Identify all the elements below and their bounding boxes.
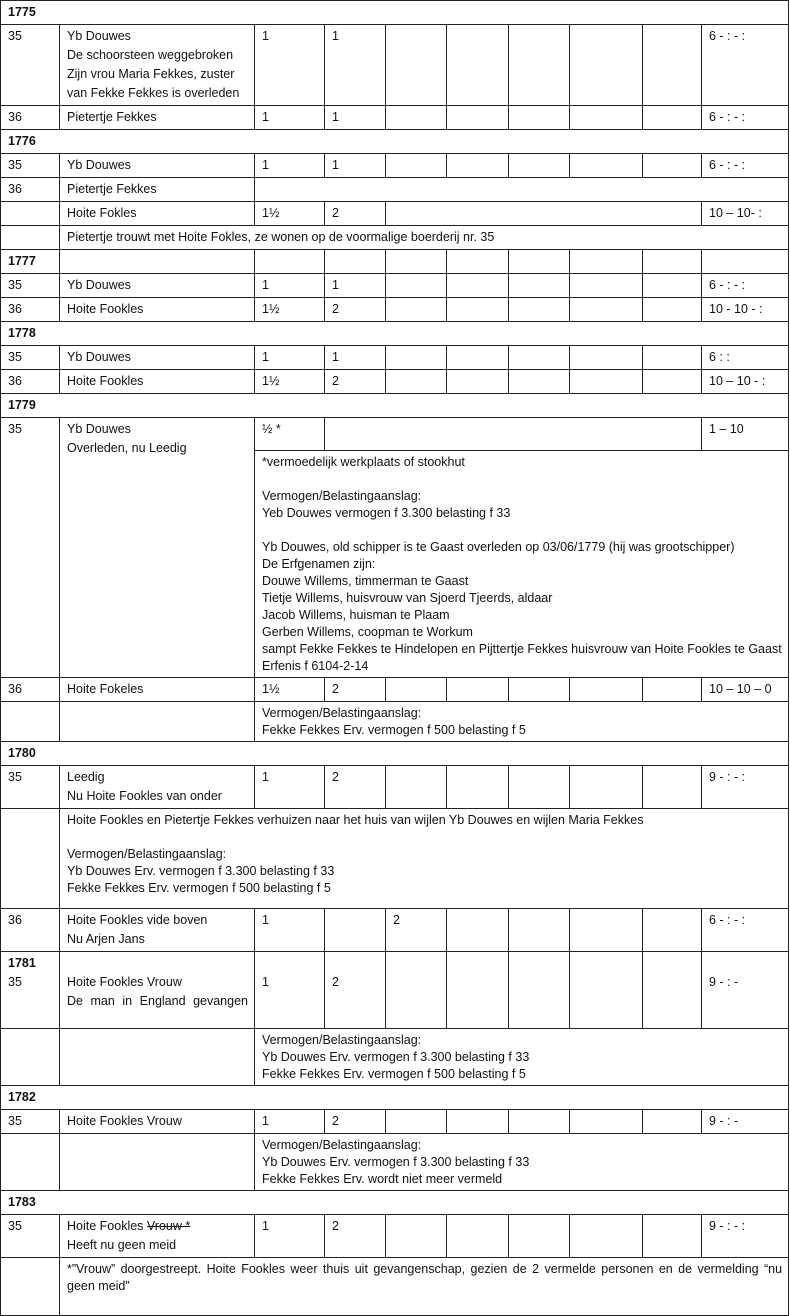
occupant: Hoite Fookles Vrouw * Heeft nu geen meid <box>60 1215 255 1258</box>
col-2: 2 <box>325 1110 386 1134</box>
amount: 9 - : - <box>702 1110 789 1134</box>
note-row <box>1 226 789 250</box>
note-row <box>1 1258 789 1316</box>
year-row <box>1 394 789 418</box>
house-number: 35 <box>1 418 60 678</box>
col-1: 1 <box>255 346 325 370</box>
occupant: Yb Douwes De schoorsteen weggebroken Zijn vrou Maria Fekkes, zuster van Fekke Fekkes is overleden <box>60 25 255 106</box>
occupant: Hoite Fokles <box>60 202 255 226</box>
house-number: 36 <box>1 909 60 952</box>
table-row <box>1 274 789 298</box>
occupant: Hoite Fookles vide boven Nu Arjen Jans <box>60 909 255 952</box>
amount: 9 - : - <box>702 952 789 1029</box>
year-1782: 1782 <box>1 1086 789 1110</box>
col-1: 1½ <box>255 678 325 702</box>
occupant: Hoite Fookles Vrouw De man in England gevangen <box>60 952 255 1029</box>
col-1: 1 <box>255 106 325 130</box>
amount: 6 - : - : <box>702 909 789 952</box>
amount: 6 - : - : <box>702 25 789 106</box>
amount: 6 - : - : <box>702 274 789 298</box>
col-2: 2 <box>325 370 386 394</box>
col-2: 1 <box>325 106 386 130</box>
year-1778: 1778 <box>1 322 789 346</box>
col-1: 1 <box>255 154 325 178</box>
table-row <box>1 909 789 952</box>
year-row <box>1 1 789 25</box>
table-row <box>1 178 789 202</box>
col-1: 1 <box>255 766 325 809</box>
year-1775: 1775 <box>1 1 789 25</box>
house-number: 1781 35 <box>1 952 60 1029</box>
occupant: Yb Douwes <box>60 274 255 298</box>
col-1: 1 <box>255 952 325 1029</box>
col-3: 2 <box>386 909 447 952</box>
note: Vermogen/Belastingaanslag: Yb Douwes Erv. vermogen f 3.300 belasting f 33 Fekke Fekkes Erv. wordt niet meer vermeld <box>255 1134 789 1191</box>
year-row <box>1 1086 789 1110</box>
house-number: 35 <box>1 154 60 178</box>
house-number: 35 <box>1 25 60 106</box>
year-row <box>1 1191 789 1215</box>
house-number: 35 <box>1 1110 60 1134</box>
col-1: 1 <box>255 909 325 952</box>
year-1776: 1776 <box>1 130 789 154</box>
amount: 10 – 10 – 0 <box>702 678 789 702</box>
occupant: Pietertje Fekkes <box>60 106 255 130</box>
col-1: 1½ <box>255 298 325 322</box>
note-row <box>1 809 789 909</box>
amount: 10 – 10 - : <box>702 370 789 394</box>
note: Pietertje trouwt met Hoite Fokles, ze wonen op de voormalige boerderij nr. 35 <box>60 226 789 250</box>
amount: 6 - : - : <box>702 106 789 130</box>
house-number: 36 <box>1 678 60 702</box>
table-row <box>1 678 789 702</box>
amount: 6 - : - : <box>702 154 789 178</box>
col-2: 2 <box>325 1215 386 1258</box>
occupant: Yb Douwes <box>60 154 255 178</box>
year-row <box>1 322 789 346</box>
col-1: ½ * <box>255 418 325 451</box>
col-1: 1 <box>255 274 325 298</box>
col-2: 2 <box>325 298 386 322</box>
note: Vermogen/Belastingaanslag: Fekke Fekkes Erv. vermogen f 500 belasting f 5 <box>255 702 789 742</box>
occupant: Hoite Fookles Vrouw <box>60 1110 255 1134</box>
year-1779: 1779 <box>1 394 789 418</box>
col-1: 1½ <box>255 370 325 394</box>
struck-word: Vrouw * <box>146 1219 191 1233</box>
col-2: 1 <box>325 25 386 106</box>
note: *vermoedelijk werkplaats of stookhut Vermogen/Belastingaanslag: Yeb Douwes vermogen f 3.300 belasting f 33 Yb Douwes, old schipper is te Gaast overleden op 03/06/1779 (hij was grootschipper) De Erfgenamen zijn: Douwe Willems, timmerman te Gaast Tietje Willems, huisvrouw van Sjoerd Tjeerds, aldaar Jacob Willems, huisman te Plaam Gerben Willems, coopman te Workum sampt Fekke Fekkes te Hindelopen en Pijttertje Fekkes huisvrouw van Hoite Fookles te Gaast Erfenis f 6104-2-14 <box>255 451 789 678</box>
occupant: Hoite Fokeles <box>60 678 255 702</box>
table-row <box>1 25 789 106</box>
col-2: 1 <box>325 274 386 298</box>
house-number: 35 <box>1 766 60 809</box>
table-row <box>1 952 789 1029</box>
table-row <box>1 1215 789 1258</box>
col-2: 2 <box>325 678 386 702</box>
year-row <box>1 250 789 274</box>
col-2: 2 <box>325 766 386 809</box>
table-row <box>1 766 789 809</box>
house-number: 35 <box>1 1215 60 1258</box>
amount: 10 – 10- : <box>702 202 789 226</box>
table-row <box>1 418 789 451</box>
occupant: Yb Douwes Overleden, nu Leedig <box>60 418 255 678</box>
table-row <box>1 154 789 178</box>
year-1777: 1777 <box>1 250 60 274</box>
amount: 9 - : - : <box>702 1215 789 1258</box>
house-number: 36 <box>1 106 60 130</box>
col-2: 2 <box>325 952 386 1029</box>
note: Vermogen/Belastingaanslag: Yb Douwes Erv. vermogen f 3.300 belasting f 33 Fekke Fekkes Erv. vermogen f 500 belasting f 5 <box>255 1029 789 1086</box>
house-number: 35 <box>1 274 60 298</box>
occupant: Leedig Nu Hoite Fookles van onder <box>60 766 255 809</box>
amount: 6 : : <box>702 346 789 370</box>
col-1: 1½ <box>255 202 325 226</box>
house-number: 36 <box>1 178 60 202</box>
table-row <box>1 202 789 226</box>
amount: 10 - 10 - : <box>702 298 789 322</box>
year-row <box>1 130 789 154</box>
table-row <box>1 370 789 394</box>
house-number: 36 <box>1 370 60 394</box>
col-2: 2 <box>325 202 386 226</box>
table-row <box>1 298 789 322</box>
note-row <box>1 702 789 742</box>
col-2: 1 <box>325 346 386 370</box>
col-1: 1 <box>255 1215 325 1258</box>
table-row <box>1 106 789 130</box>
house-number: 36 <box>1 298 60 322</box>
year-1780: 1780 <box>1 742 789 766</box>
amount: 9 - : - : <box>702 766 789 809</box>
note: *”Vrouw” doorgestreept. Hoite Fookles weer thuis uit gevangenschap, gezien de 2 vermelde personen en de vermelding “nu geen meid” <box>60 1258 789 1316</box>
year-row <box>1 742 789 766</box>
note-row <box>1 1029 789 1086</box>
occupant: Pietertje Fekkes <box>60 178 255 202</box>
occupant: Hoite Fookles <box>60 298 255 322</box>
col-1: 1 <box>255 25 325 106</box>
col-2: 1 <box>325 154 386 178</box>
col-1: 1 <box>255 1110 325 1134</box>
occupant: Yb Douwes <box>60 346 255 370</box>
table-row <box>1 346 789 370</box>
occupant: Hoite Fookles <box>60 370 255 394</box>
note-row <box>1 1134 789 1191</box>
year-1783: 1783 <box>1 1191 789 1215</box>
table-row <box>1 1110 789 1134</box>
house-number: 35 <box>1 346 60 370</box>
amount: 1 – 10 <box>702 418 789 451</box>
note: Hoite Fookles en Pietertje Fekkes verhuizen naar het huis van wijlen Yb Douwes en wijlen Maria Fekkes Vermogen/Belastingaanslag: Yb Douwes Erv. vermogen f 3.300 belasting f 33 Fekke Fekkes Erv. vermogen f 500 belasting f 5 <box>60 809 789 909</box>
